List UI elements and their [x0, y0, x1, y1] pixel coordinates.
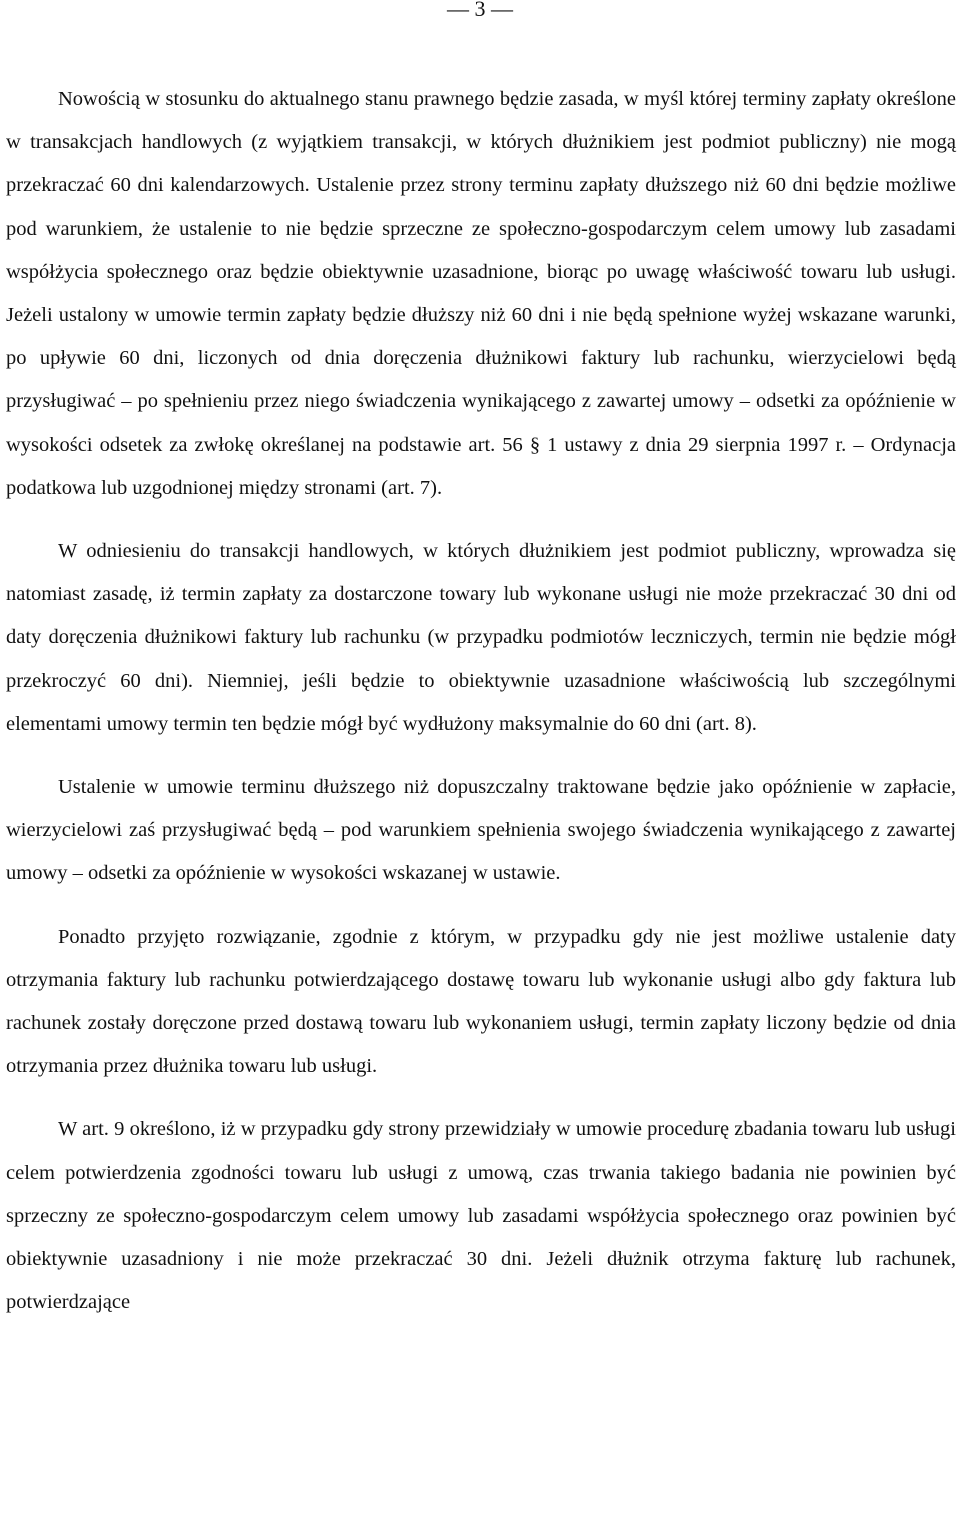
paragraph-art-9: W art. 9 określono, iż w przypadku gdy strony przewidziały w umowie procedurę zbadania towaru lub usługi celem potwierdzenia zgodności towaru lub usługi z umową, czas trwania takiego badania nie powinien być sprzeczny ze społeczno-gospodarczym celem umowy lub zasadami współżycia społecznego oraz powinien być obiektywnie uzasadniony i nie może przekraczać 30 dni. Jeżeli dłużnik otrzyma fakturę lub rachunek, potwierdzające: [6, 1118, 956, 1314]
paragraph-excess-term: Ustalenie w umowie terminu dłuższego niż dopuszczalny traktowane będzie jako opóźnienie w zapłacie, wierzycielowi zaś przysługiwać będą – pod warunkiem spełnienia swojego świadczenia wynikającego z zawartej umowy – odsetki za opóźnienie w wysokości wskazanej w ustawie.: [6, 776, 956, 885]
document-body: [6, 78, 956, 1344]
paragraph-payment-terms: Nowością w stosunku do aktualnego stanu prawnego będzie zasada, w myśl której terminy zapłaty określone w transakcjach handlowych (z wyjątkiem transakcji, w których dłużnikiem jest podmiot publiczny) nie mogą przekraczać 60 dni kalendarzowych. Ustalenie przez strony terminu zapłaty dłuższego niż 60 dni będzie możliwe pod warunkiem, że ustalenie to nie będzie sprzeczne ze społeczno-gospodarczym celem umowy lub zasadami współżycia społecznego oraz będzie obiektywnie uzasadnione, biorąc po uwagę właściwość towaru lub usługi. Jeżeli ustalony w umowie termin zapłaty będzie dłuższy niż 60 dni i nie będą spełnione wyżej wskazane warunki, po upływie 60 dni, liczonych od dnia doręczenia dłużnikowi faktury lub rachunku, wierzycielowi będą przysługiwać – po spełnieniu przez niego świadczenia wynikającego z zawartej umowy – odsetki za opóźnienie w wysokości odsetek za zwłokę określanej na podstawie art. 56 § 1 ustawy z dnia 29 sierpnia 1997 r. – Ordynacja podatkowa lub uzgodnionej między stronami (art. 7).: [6, 88, 956, 499]
paragraph-public-debtor: W odniesieniu do transakcji handlowych, w których dłużnikiem jest podmiot publiczny, wprowadza się natomiast zasadę, iż termin zapłaty za dostarczone towary lub wykonane usługi nie może przekraczać 30 dni od daty doręczenia dłużnikowi faktury lub rachunku (w przypadku podmiotów leczniczych, termin nie będzie mógł przekroczyć 60 dni). Niemniej, jeśli będzie to obiektywnie uzasadnione właściwością lub szczególnymi elementami umowy termin ten będzie mógł być wydłużony maksymalnie do 60 dni (art. 8).: [6, 540, 956, 735]
paragraph-receipt-date: Ponadto przyjęto rozwiązanie, zgodnie z którym, w przypadku gdy nie jest możliwe ustalenie daty otrzymania faktury lub rachunku potwierdzającego dostawę towaru lub wykonanie usługi albo gdy faktura lub rachunek zostały doręczone przed dostawą towaru lub wykonaniem usługi, termin zapłaty liczony będzie od dnia otrzymania przez dłużnika towaru lub usługi.: [6, 925, 956, 1078]
page-number: — 3 —: [447, 0, 513, 21]
